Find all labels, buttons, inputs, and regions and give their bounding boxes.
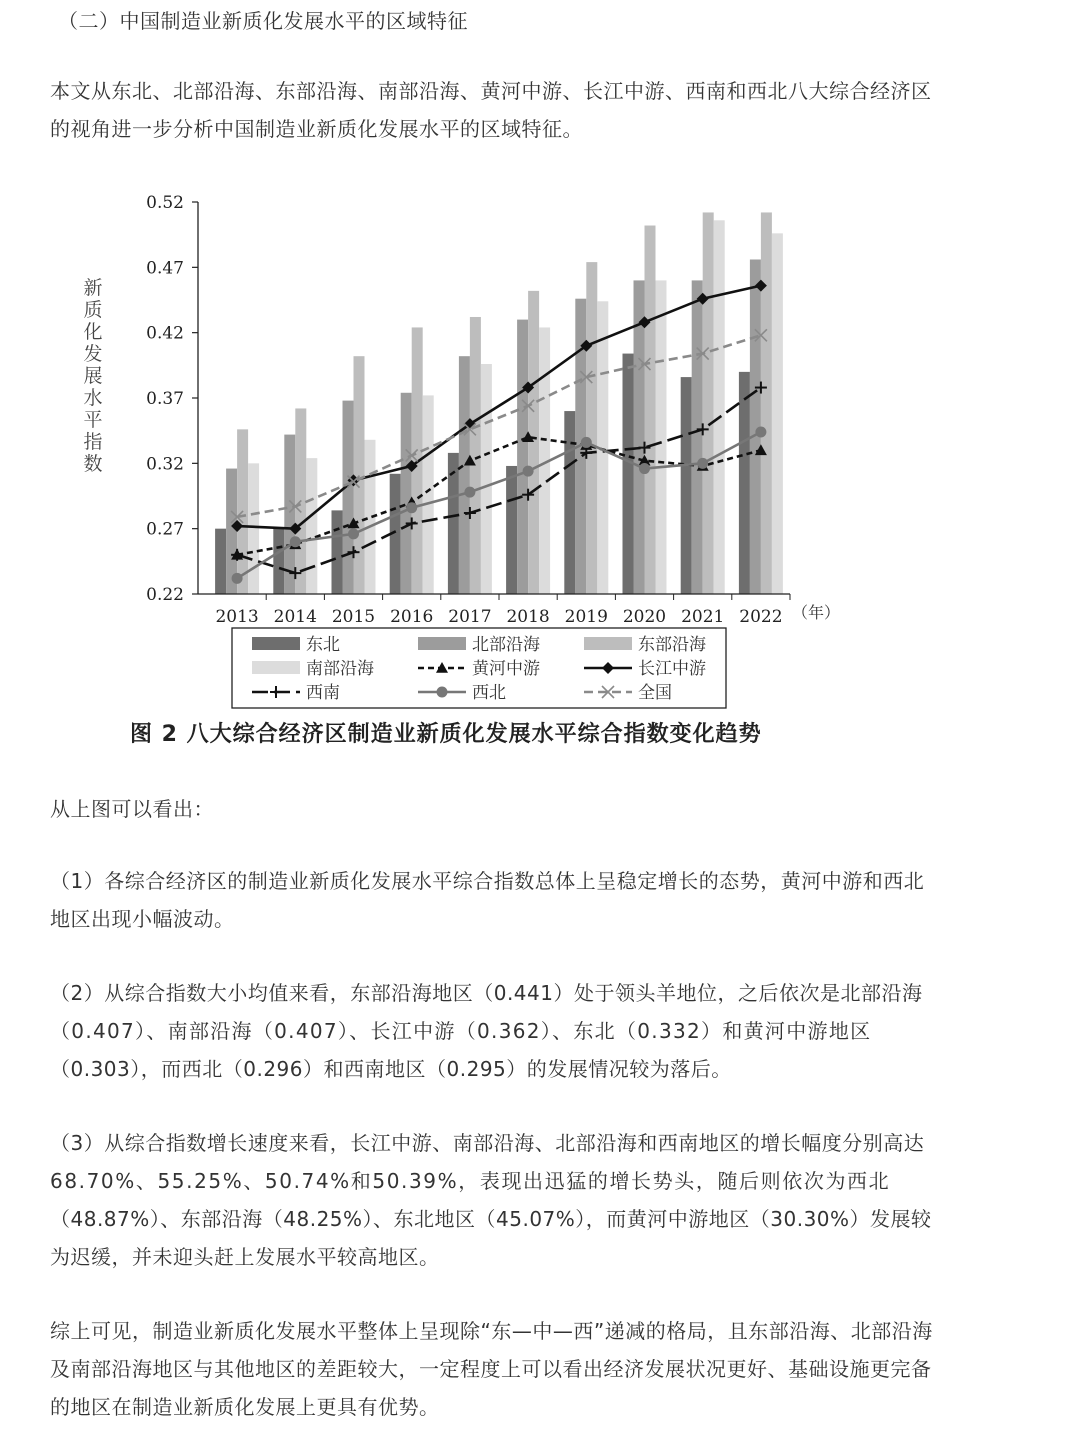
y-axis-label-char: 质 [83,299,103,321]
bar-东部沿海 [703,212,714,594]
bar-北部沿海 [517,320,528,594]
point-line: （2）从综合指数大小均值来看，东部沿海地区（0.441）处于领头羊地位，之后依次是北部沿海 [50,981,923,1005]
point-line: 为迟缓，并未迎头赶上发展水平较高地区。 [50,1245,440,1269]
point-line: （48.87%）、东部沿海（48.25%）、东北地区（45.07%），而黄河中游地区（30.30%）发展较 [50,1207,932,1231]
legend-label-西北: 西北 [472,683,506,703]
bar-北部沿海 [343,401,354,594]
y-axis-label-char: 化 [83,321,103,343]
bar-东部沿海 [470,317,481,594]
point-西北 [639,463,650,474]
figure-2 [0,178,1080,758]
bar-南部沿海 [423,395,434,594]
bar-东北 [332,510,343,594]
section-heading: （二）中国制造业新质化发展水平的区域特征 [58,9,468,33]
figure-caption: 图 2 八大综合经济区制造业新质化发展水平综合指数变化趋势 [130,722,762,747]
legend-swatch-东北 [252,637,300,650]
bar-东部沿海 [586,262,597,594]
point-line: （0.407）、南部沿海（0.407）、长江中游（0.362）、东北（0.332）和黄河中游地区 [50,1019,872,1043]
bar-东北 [623,354,634,594]
bar-东部沿海 [354,356,365,594]
bar-南部沿海 [248,463,259,594]
y-tick-label: 0.27 [146,519,184,540]
bar-南部沿海 [772,233,783,594]
bar-北部沿海 [692,280,703,594]
point-西北 [697,458,708,469]
y-axis-label-char: 指 [83,431,103,453]
point-line: 地区出现小幅波动。 [50,907,235,931]
point-西北 [464,487,475,498]
legend-label-黄河中游: 黄河中游 [472,659,540,679]
y-tick-label: 0.37 [146,389,184,409]
point-西北 [581,437,592,448]
legend-swatch-南部沿海 [252,661,300,674]
point-line: （1）各综合经济区的制造业新质化发展水平综合指数总体上呈稳定增长的态势，黄河中游和西北 [50,869,925,893]
bar-北部沿海 [401,393,412,594]
legend-label-东北: 东北 [306,635,340,655]
legend-label-全国: 全国 [638,683,672,703]
bar-南部沿海 [306,458,317,594]
point-西北 [755,426,766,437]
bar-东北 [564,411,575,594]
legend-label-西南: 西南 [306,683,340,703]
x-tick-label: 2013 [215,607,259,627]
legend-label-长江中游: 长江中游 [638,659,706,679]
conclusion-line: 及南部沿海地区与其他地区的差距较大，一定程度上可以看出经济发展状况更好、基础设施更完备 [50,1357,932,1381]
point-西北 [290,536,301,547]
legend-label-东部沿海: 东部沿海 [638,635,706,655]
bar-东北 [215,529,226,594]
legend-label-南部沿海: 南部沿海 [306,659,374,679]
y-axis-label-char: 平 [83,409,103,431]
conclusion-line: 综上可见，制造业新质化发展水平整体上呈现除“东—中—西”递减的格局，且东部沿海、北部沿海 [50,1319,933,1343]
bar-南部沿海 [481,364,492,594]
intro-line: 本文从东北、北部沿海、东部沿海、南部沿海、黄河中游、长江中游、西南和西北八大综合经济区 [50,79,932,103]
bar-东部沿海 [528,291,539,594]
legend-swatch-东部沿海 [584,637,632,650]
y-tick-label: 0.52 [146,193,184,213]
point-line: 68.70%、55.25%、50.74%和50.39%，表现出迅猛的增长势头，随后则依次为西北 [50,1169,891,1193]
legend-marker-西北 [437,687,448,698]
x-tick-label: 2019 [564,607,608,627]
y-axis-label-char: 新 [83,277,103,299]
bar-东北 [273,529,284,594]
y-axis-label-char: 数 [83,453,103,475]
point-西北 [232,573,243,584]
x-tick-label: 2021 [681,607,725,627]
point-西北 [348,528,359,539]
point-西北 [523,466,534,477]
point-西北 [406,502,417,513]
line-bar-chart [0,178,1080,758]
x-axis-unit: （年） [792,603,841,622]
x-tick-label: 2016 [390,607,434,627]
point-line: （3）从综合指数增长速度来看，长江中游、南部沿海、北部沿海和西南地区的增长幅度分别高达 [50,1131,925,1155]
bar-东北 [739,372,750,594]
bar-北部沿海 [459,356,470,594]
bar-东北 [681,377,692,594]
y-axis-label-char: 展 [83,365,103,387]
x-tick-label: 2018 [506,607,550,627]
conclusion-line: 的地区在制造业新质化发展上更具有优势。 [50,1395,440,1419]
y-tick-label: 0.32 [146,454,184,475]
bar-东部沿海 [645,226,656,594]
point-line: （0.303），而西北（0.296）和西南地区（0.295）的发展情况较为落后。 [50,1057,732,1081]
y-tick-label: 0.42 [146,323,184,344]
legend-label-北部沿海: 北部沿海 [472,635,540,655]
bar-南部沿海 [656,280,667,594]
bar-东部沿海 [761,212,772,594]
y-axis-label-char: 发 [83,343,103,365]
y-tick-label: 0.22 [146,585,184,605]
y-axis-label-char: 水 [83,387,103,409]
bar-东北 [506,466,517,594]
observation-intro: 从上图可以看出： [50,797,214,821]
x-tick-label: 2014 [273,607,317,627]
x-tick-label: 2022 [739,607,783,627]
x-tick-label: 2017 [448,607,492,627]
y-tick-label: 0.47 [146,258,184,279]
x-tick-label: 2020 [622,607,667,627]
bar-南部沿海 [714,220,725,594]
intro-line: 的视角进一步分析中国制造业新质化发展水平的区域特征。 [50,117,583,141]
bar-北部沿海 [634,280,645,594]
x-tick-label: 2015 [331,607,376,627]
legend-swatch-北部沿海 [418,637,466,650]
